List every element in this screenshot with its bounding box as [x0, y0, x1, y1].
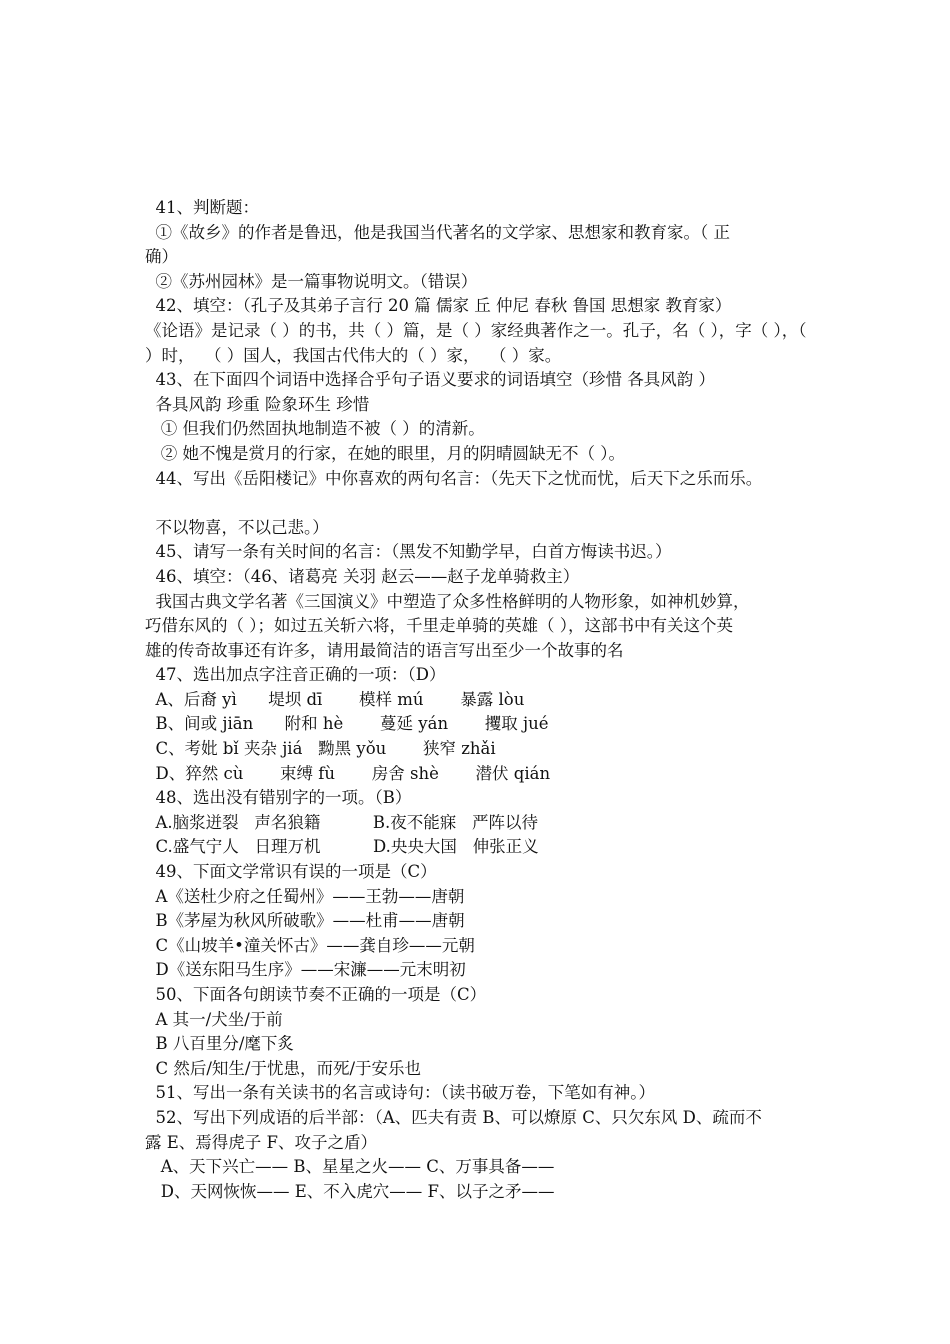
text-line: 41、判断题： — [145, 198, 259, 217]
text-line: D、天网恢恢—— E、不入虎穴—— F、以子之矛—— — [145, 1181, 555, 1201]
text-line: 巧借东风的（ ）；如过五关斩六将，千里走单骑的英雄（ ），这部书中有关这个英 — [145, 616, 733, 636]
text-line: 45、请写一条有关时间的名言：（黑发不知勤学早，白首方悔读书迟。） — [145, 542, 672, 562]
text-line: A、天下兴亡—— B、星星之火—— C、万事具备—— — [145, 1157, 555, 1177]
text-line — [145, 491, 815, 516]
text-line: 雄的传奇故事还有许多，请用最简洁的语言写出至少一个故事的名 — [145, 640, 624, 660]
text-line: B、间或 jiān 附和 hè 蔓延 yán 攫取 jué — [145, 714, 549, 734]
text-line: 48、选出没有错别字的一项。（B） — [145, 788, 412, 808]
text-line: A.脑浆迸裂 声名狼籍 B.夜不能寐 严阵以待 — [145, 812, 538, 832]
text-line: D《送东阳马生序》——宋濂——元末明初 — [145, 960, 466, 980]
text-line: C 然后/知生/于忧患，而死/于安乐也 — [145, 1058, 422, 1078]
text-line: 49、下面文学常识有误的一项是（C） — [145, 862, 437, 882]
text-line: 我国古典文学名著《三国演义》中塑造了众多性格鲜明的人物形象，如神机妙算， — [145, 591, 750, 611]
text-line: 44、写出《岳阳楼记》中你喜欢的两句名言：（先天下之忧而忧，后天下之乐而乐。 — [145, 468, 763, 488]
text-line: 各具风韵 珍重 险象环生 珍惜 — [145, 394, 370, 414]
text-line: 露 E、焉得虎子 F、攻子之盾） — [145, 1132, 377, 1152]
text-line: 51、写出一条有关读书的名言或诗句：（读书破万卷，下笔如有神。） — [145, 1083, 655, 1103]
text-line: 43、在下面四个词语中选择合乎句子语义要求的词语填空（珍惜 各具风韵 ） — [145, 370, 715, 390]
text-line: B 八百里分/麾下炙 — [145, 1034, 294, 1054]
text-line: ① 但我们仍然固执地制造不被（ ）的清新。 — [145, 419, 485, 439]
text-line: C.盛气宁人 日理万机 D.央央大国 伸张正义 — [145, 837, 539, 857]
text-line: 确） — [145, 247, 178, 267]
text-line: 46、填空：（46、诸葛亮 关羽 赵云——赵子龙单骑救主） — [145, 566, 580, 586]
text-line: C、考妣 bǐ 夹杂 jiá 黝黑 yǒu 狭窄 zhǎi — [145, 739, 496, 759]
text-line: A、后裔 yì 堤坝 dī 模样 mú 暴露 lòu — [145, 689, 525, 709]
text-line: ）时， （ ）国人，我国古代伟大的（ ）家， （ ）家。 — [145, 345, 562, 365]
text-line: A 其一/犬坐/于前 — [145, 1009, 283, 1029]
text-line: B《茅屋为秋风所破歌》——杜甫——唐朝 — [145, 911, 465, 931]
text-line: A《送杜少府之任蜀州》——王勃——唐朝 — [145, 886, 465, 906]
text-line: C《山坡羊•潼关怀古》——龚自珍——元朝 — [145, 935, 475, 955]
text-line: 52、写出下列成语的后半部：（A、匹夫有责 B、可以燎原 C、只欠东风 D、疏而不 — [145, 1107, 762, 1127]
text-line: 42、填空：（孔子及其弟子言行 20 篇 儒家 丘 仲尼 春秋 鲁国 思想家 教育家） — [145, 296, 732, 316]
text-line: 《论语》是记录（ ）的书，共（ ）篇，是（ ）家经典著作之一。孔子，名（ ），字（ ），（ — [145, 320, 807, 340]
text-line: ①《故乡》的作者是鲁迅，他是我国当代著名的文学家、思想家和教育家。（ 正 — [145, 222, 730, 242]
text-line: ② 她不愧是赏月的行家，在她的眼里，月的阴晴圆缺无不（ ）。 — [145, 443, 625, 463]
text-line: D、猝然 cù 束缚 fù 房舍 shè 潜伏 qián — [145, 763, 551, 783]
document-body — [0, 196, 950, 1204]
text-line: 47、选出加点字注音正确的一项：（D） — [145, 665, 446, 685]
text-line: 不以物喜，不以己悲。） — [145, 517, 329, 537]
text-line: ②《苏州园林》是一篇事物说明文。（错误） — [145, 271, 478, 291]
text-line: 50、下面各句朗读节奏不正确的一项是（C） — [145, 985, 487, 1004]
